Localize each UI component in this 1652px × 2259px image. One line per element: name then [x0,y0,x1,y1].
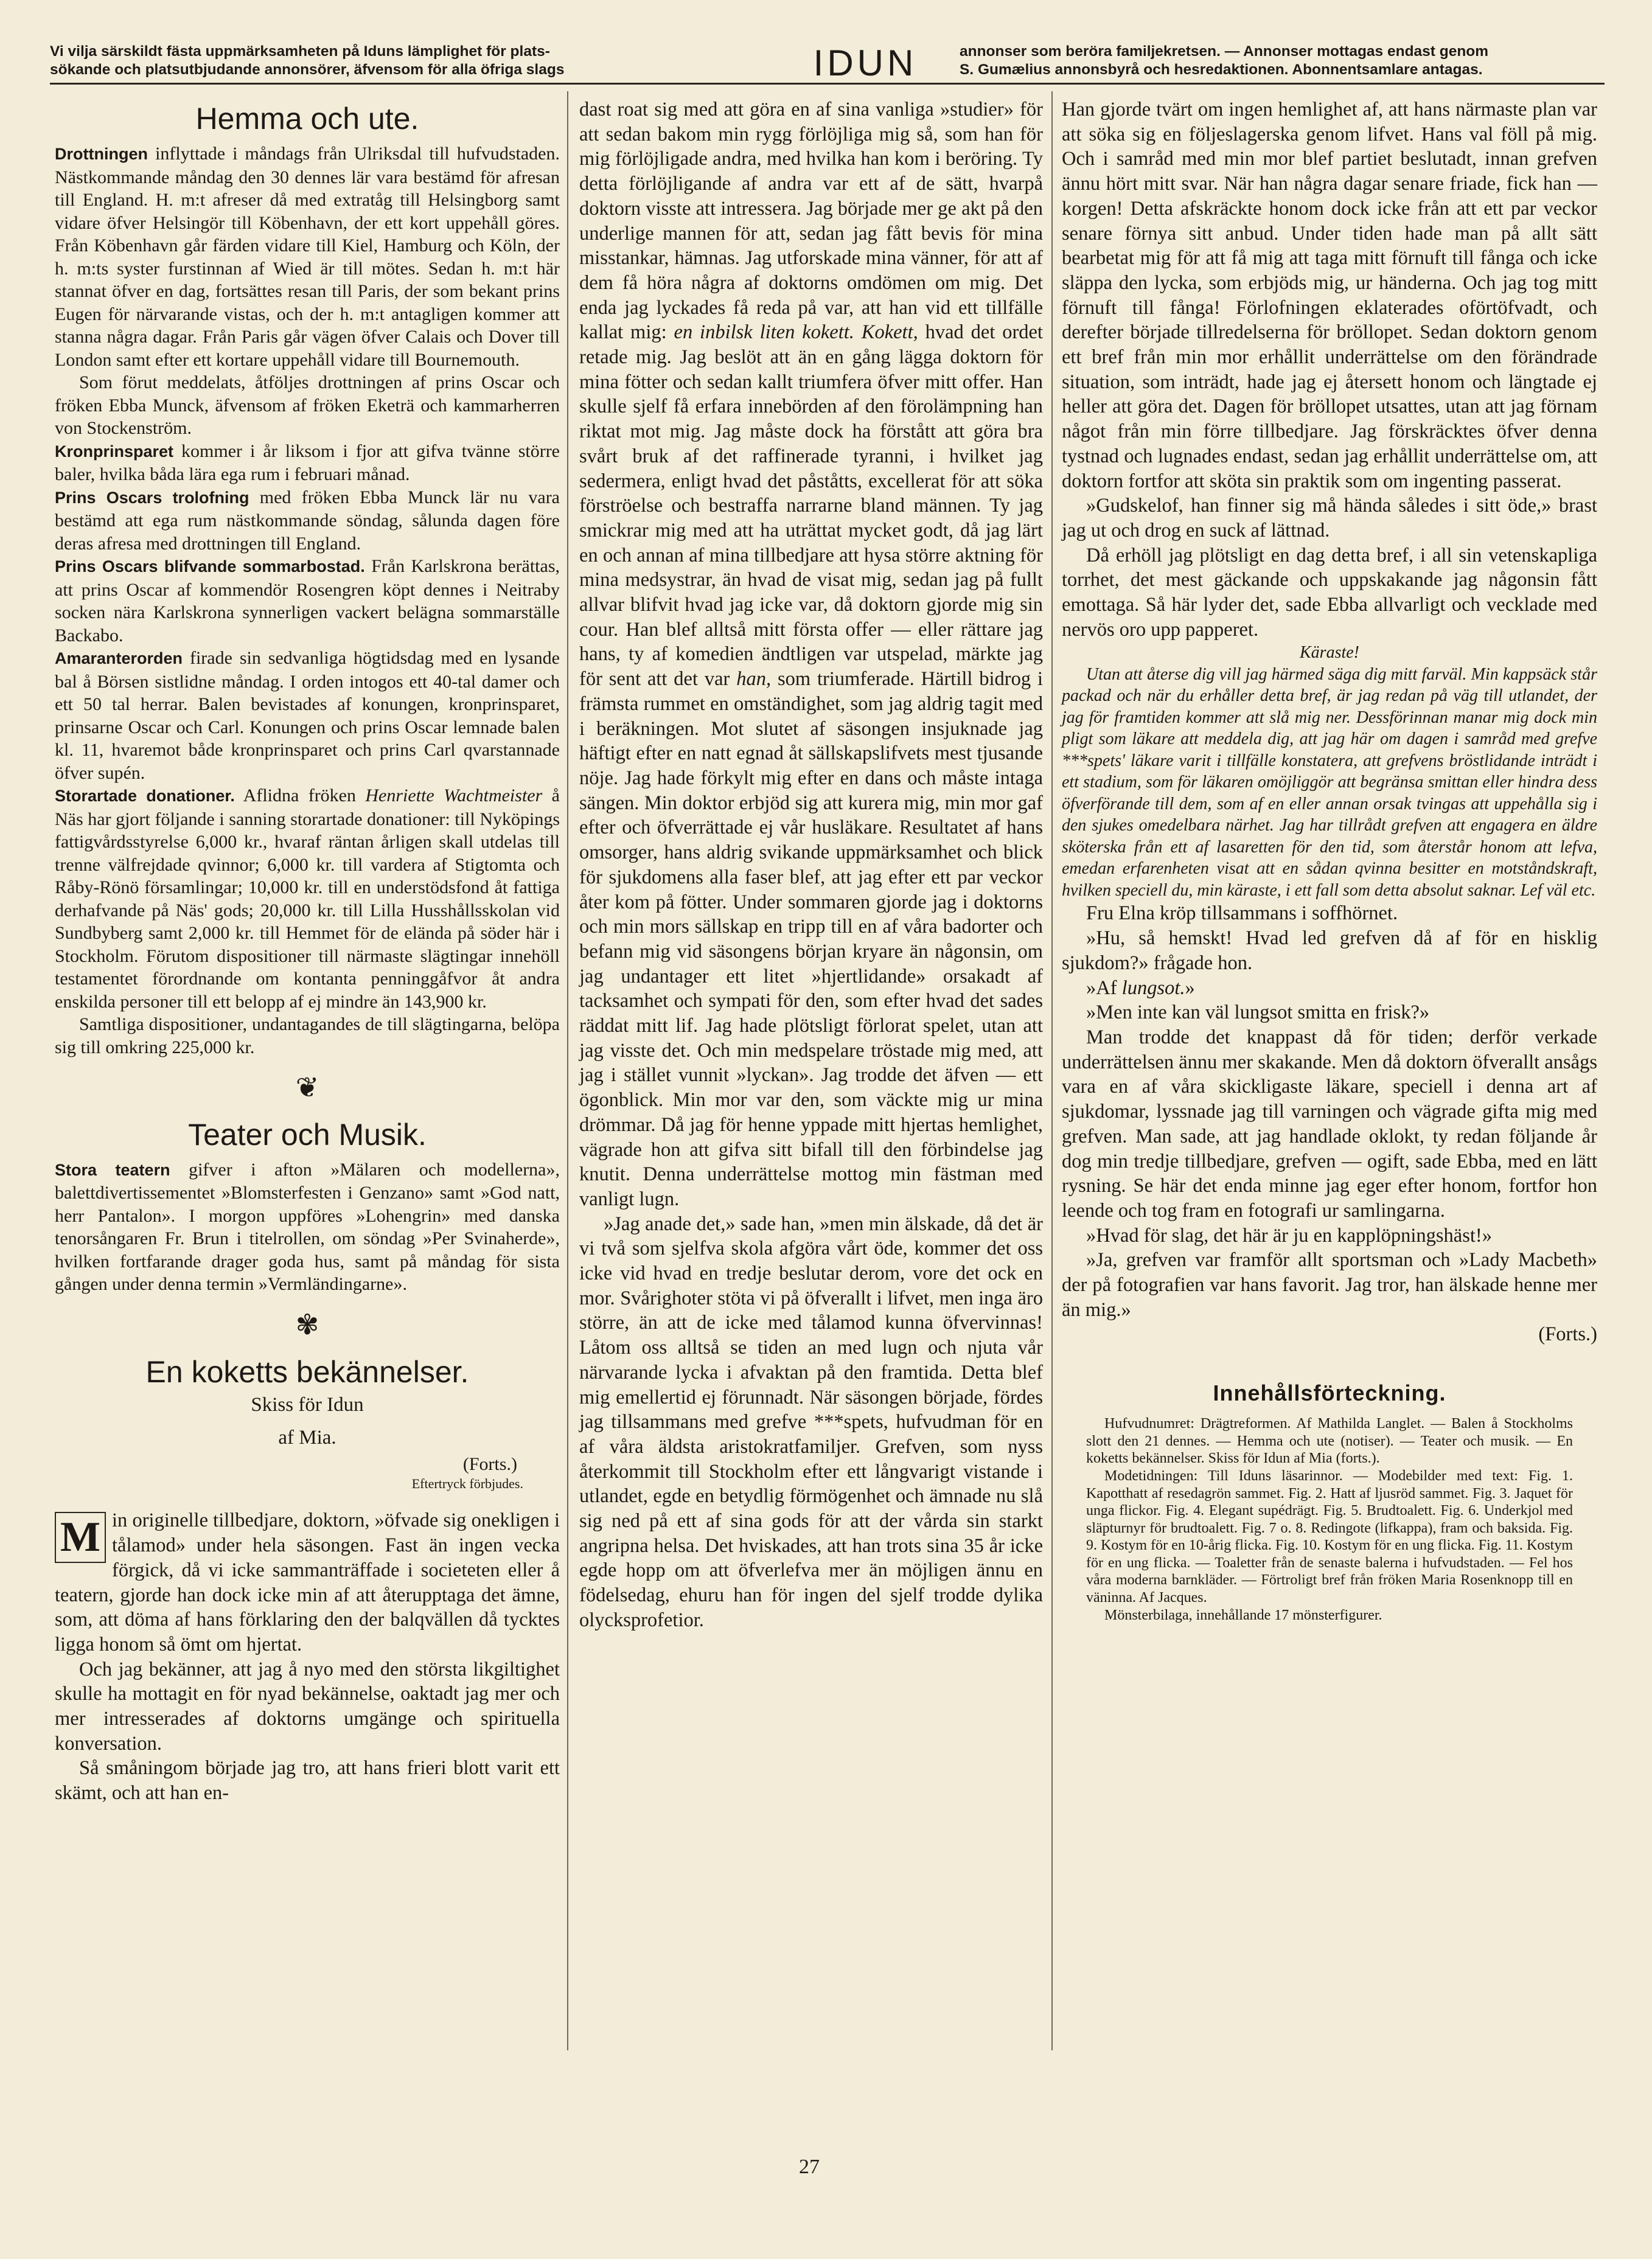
notice-text: inflyttade i måndags från Ulriksdal till hufvudstaden. Nästkommande måndag den 30 dennes lär vara bestämd för afresan till England. H. m:t afreser då med extratåg till Helsingborg samt vidare öfver Helsingör till Köbenhavn, der ett kort uppehåll göres. Från Köbenhavn går färden vidare till Kiel, Hamburg och Köln, der h. m:ts syster furstinnan af Wied är till mötes. Sedan h. m:t här stannat öfver en dag, fortsättes resan till Paris, der som bekant prins Eugen för närvarande vistas, och der h. m:t antagligen kommer att stanna några dagar. Från Paris går vägen öfver Calais och Dover till London samt efter ett kortare uppehåll vidare till Bournemouth. [55,144,560,370]
masthead-title: IDUN [813,43,918,83]
contents-heading: Innehållsförteckning. [1213,1380,1446,1406]
notice-trolofning [55,486,560,555]
story-title: En koketts bekännelser. [145,1355,469,1390]
drop-cap: M [55,1512,106,1563]
notice-name: Henriette Wachtmeister [365,785,543,806]
story-paragraph [55,1508,560,1657]
contents-main: Hufvudnumret: Drägtreformen. Af Mathilda Langlet. — Balen å Stockholms slott den 21 dennes. — Hemma och ute (notiser). — Teater och musik. — En koketts bekännelser. Skiss för Idun af Mia (forts.). [1086,1416,1573,1467]
story-paragraph: »Gudskelof, han finner sig må hända således i sitt öde,» brast jag ut och drog en suck af lättnad. [1062,495,1597,541]
story-paragraph: Han gjorde tvärt om ingen hemlighet af, att hans närmaste plan var att söka sig en följeslagerska genom lifvet. Hans val föll på mig. Och i samråd med min mor blef partiet beslutadt, innan grefven ännu hört mitt svar. När han några dagar senare friade, fick han — korgen! Detta afskräckte honom dock icke från att ett par veckor senare förnya sitt anbud. Under tiden hade man på allt sätt bearbetat mig för att få mig att taga mitt förnuft till fånga och icke släppa den lycka, som erbjöds mig, ur händerna. Och jag tog mitt förnuft till fånga! Förlofningen eklaterades oförtöfvadt, och derefter började tillredelserna för bröllopet. Sedan doktorn genom ett bref från min mor erhållit underrättelse om den förändrade situation, som inträdt, hade jag ej återsett honom och längtade ej heller att göra det. Dagen för bröllopet utsattes, utan att jag förnam något från min förre tillbedjare. Jag förskräcktes öfver denna tystnad och lugnades endast, sedan jag erhållit underrättelse om, att doktorn fortfor att sköta sin praktik som om ingenting passerat. [1062,99,1597,492]
story-italic: en inbilsk liten kokett. Kokett, [674,321,918,344]
story-paragraph: Man trodde det knappast då för tiden; derför verkade underrättelsen ännu mer skakande. Men då doktorn öfverallt ansågs vara en af våra skickligaste läkare, speciell i denna art af sjukdomar, lyssnade jag till varningen och vägrade gifta mig med grefven. Man sade, att jag handlade oklokt, ty redan följande år dog min tredje tillbedjare, grefven — ogift, sade Ebba, med en lätt rysning. Se här det enda minne jag eger efter honom, fortfor hon leende och tog fram en fotografi ur samlingarna. [1062,1026,1597,1222]
story-paragraph: »Hvad för slag, det här är ju en kapplöpningshäst!» [1086,1224,1492,1247]
notice-donationer [55,784,560,1013]
story-text: som triumferade. Härtill bidrog i främsta rummet en omständighet, som jag aldrig tagit med i beräkningen. Mot slutet af säsongen insjuknade jag häftigt efter en natt egnad åt sällskapslifvets mest tjusande nöje. Jag hade förkylt mig efter en dans och måste intaga sängen. Min doktor erbjöd sig att kurera mig, min mor gaf efter och öfverrättade ej vår husläkare. Resultatet af hans omsorger, hans aldrig svikande uppmärksamhet och blick för sjukdomens alla faser blef, att jag efter ett par veckor åter kom på fötter. Under sommaren gjorde jag i doktorns och min mors sällskap en tripp till en af våra badorter och befann mig vid säsongens början kryare än någonsin, om jag undantager ett litet »hjertlidande» orsakadt af tacksamhet och sympati för den, som efter hvad det sades räddat mitt lif. Jag hade plötsligt förlorat spelet, utan att jag visste det. Och min medspelare tröstade mig med, att jag i stället vunnit »lyckan». Jag trodde det äfven — ett ögonblick. Min mor var den, som väckte mig ur mina drömmar. Då jag för henne yppade mitt hjertas hemlighet, vägrade hon att gifva sitt bifall till den förbindelse jag knutit. Denna underrättelse mottog min fästman med vanligt lugn. [579,668,1044,1210]
header-left-line-2: sökande och platsutbjudande annonsörer, äfvensom för alla öfriga slags [50,61,565,78]
section-heading-teater: Teater och Musik. [188,1117,427,1152]
story-paragraph: Och jag bekänner, att jag å nyo med den största likgiltighet skulle ha mottagit en för nyad bekännelse, oaktadt jag mer och mer intresserades af doktorns umgänge och spirituella konversation. [55,1658,560,1755]
ornament-divider [55,1072,560,1104]
news-notices [55,142,560,1059]
story-paragraph: »Hu, så hemskt! Hvad led grefven då af för en hisklig sjukdom?» frågade hon. [1062,927,1597,974]
story-paragraph: »Ja, grefven var framför allt sportsman och »Lady Macbeth» der på fotografien var hans favorit. Jag tror, han älskade henne mer än mig.» [1062,1249,1597,1321]
notice-amaranterorden [55,647,560,784]
header-right-line-2: S. Gumælius annonsbyrå och hesredaktionen. Abonnentsamlare antagas. [960,61,1483,78]
notice-sommarbostad [55,555,560,647]
section-heading-hemma: Hemma och ute. [195,102,419,136]
theatre-notices [55,1158,560,1296]
story-paragraph: »Men inte kan väl lungsot smitta en frisk?» [1086,1001,1430,1024]
contents-list [1062,1415,1597,1624]
column-rule-2 [1051,91,1053,2050]
notice-lead: Storartade donationer. [55,787,235,805]
notice-text: gifver i afton »Mälaren och modellerna», balettdivertissementet »Blomsterfesten i Genzano» samt »God natt, herr Pantalon». I morgon uppföres »Lohengrin» med danska tenorsångaren Fr. Brun i titelrollen, om söndag »Per Svinaherde», hvilken fortfarande drager goda hus, samt på måndag för sista gången under denna termin »Vermländingarne». [55,1159,560,1295]
notice-lead: Prins Oscars blifvande sommarbostad. [55,557,365,576]
story-paragraph: Fru Elna kröp tillsammans i soffhörnet. [1086,902,1398,925]
notice-text: firade sin sedvanliga högtidsdag med en lysande bal å Börsen sistlidne måndag. I orden intogos ett 40-tal damer och ett 50 tal herrar. Balen bevistades af konungen, kronprinsparet, prinsarne Oscar och Carl. Konungen och prins Oscar lemnade balen kl. 11, hvaremot både kronprinsparet och prins Carl qvarstannade öfver supén. [55,648,560,783]
header-ad-notice-right [960,43,1605,79]
copyright-note: Eftertryck förbjudes. [411,1476,523,1492]
notice-paragraph: Som förut meddelats, åtföljes drottningen af prins Oscar och fröken Ebba Munck, äfvensom af fröken Eketrä och kammarherren von Stockenström. [55,372,560,438]
ornament-divider [55,1309,560,1341]
story-paragraph: Då erhöll jag plötsligt en dag detta bref, i all sin vetenskapliga torrhet, det mest gäckande och uppskakande jag någonsin fått emottaga. Så här lyder det, sade Ebba allvarligt och vecklade med nervös oro upp papperet. [1062,544,1597,641]
story-paragraph [579,97,1043,1212]
story-subtitle: Skiss för Idun [251,1394,364,1416]
notice-lead: Kronprinsparet [55,442,174,461]
notice-lead: Drottningen [55,145,148,163]
story-text: » [1185,976,1195,999]
notice-text: med fröken Ebba Munck lär nu vara bestämd att ega rum nästkommande söndag, sålunda dagen före deras afresa med drottningen till England. [55,487,560,554]
notice-paragraph: Samtliga dispositioner, undantagandes de till slägtingarna, belöpa sig till omkring 225,000 kr. [55,1014,560,1057]
contents-pattern: Mönsterbilaga, innehållande 17 mönsterfigurer. [1104,1607,1382,1623]
header-left-line-1: Vi vilja särskildt fästa uppmärksamheten på Iduns lämplighet för plats- [50,43,550,60]
story-paragraph [1062,976,1597,1001]
story-text: in originelle tillbedjare, doktorn, »öfvade sig onekligen i tålamod» under hela säsongen. Fast än ingen vecka förgick, då vi icke sammanträffade i societeten eller å teatern, gjorde han dock icke min af att återupptaga det ämne, som, att döma af hans förklaring den der balqvällen då tycktes ligga honom så ömt om hjertat. [55,1509,560,1655]
notice-stora-teatern [55,1158,560,1296]
notice-text: å Näs har gjort följande i sanning storartade donationer: till Nyköpings fattigvårdsstyrelse 6,000 kr., hvaraf räntan årligen skall utdelas till trenne välfrejdade qvinnor; 6,000 kr. till vardera af Stigtomta och Råby-Rönö församlingar; 10,000 kr. till en understödsfond åt fattiga derhafvande på Näs' gods; 20,000 kr. till Lilla Husshållsskolan vid Sundbyberg samt 2,000 kr. till Hemmet för de elända på söder här i Stockholm. Förutom dispositioner till närmaste slägtingar innehöll testamentet förordnande om kontanta penninggåfvor åt andra enskilda personer till ett belopp af ej mindre än 143,900 kr. [55,785,560,1012]
story-paragraph: »Jag anade det,» sade han, »men min älskade, då det är vi två som sjelfva skola afgöra vårt öde, kommer det oss icke vid hvad en tredje beslutar derom, vore det ock en mor. Svårighoter stöta vi på öfverallt i lifvet, men inga äro större, än att de icke med tålamod kunna öfvervinnas! Låtom oss alltså se tiden an med lugn och njuta vår närvarande lycka i afvaktan på den framtida. Detta blef mig emellertid ej förunnadt. När säsongen började, fördes jag tillsammans med grefve ***spets, hufvudman för en af våra äldsta aristokratfamiljer. Grefven, som nyss återkommit till Stockholm efter ett långvarigt vistande i utlandet, egde en betydlig förmögenhet och ämnade nu slå sig ned på ett af sina gods för att der vårda sin starkt angripna helsa. Det hviskades, att han trots sina 35 år icke egde hopp om att öfverlefva mer än möjligen ännu en födelsedag, ehuru han för ingen del sjelf trodde dylika olycksprofetior. [579,1213,1043,1631]
column-1 [55,97,560,1806]
story-author: af Mia. [278,1427,336,1449]
column-rule-1 [567,91,568,2050]
page-number: 27 [799,2156,820,2178]
header-right-line-1: annonser som beröra familjekretsen. — Annonser mottagas endast genom [960,43,1489,60]
notice-text: Från Karlskrona berättas, att prins Oscar af kommendör Rosengren köpt dennes i Neitraby socken nära Karlskrona synnerligen vackert belägna sommarställe Backabo. [55,556,560,646]
story-paragraph: Så småningom började jag tro, att hans frieri blott varit ett skämt, och att han en- [55,1757,560,1805]
contents-fashion: Modetidningen: Till Iduns läsarinnor. — Modebilder med text: Fig. 1. Kapotthatt af resedagrön sammet. Fig. 2. Hatt af ljusröd sammet. Fig. 3. Jaquet för unga flickor. Fig. 4. Elegant supédrägt. Fig. 5. Brudtoalett. Fig. 6. Underkjol med släpturnyr för brudtoalett. Fig. 7 o. 8. Redingote (lifkappa), fram och baksida. Fig. 9. Kostym för en 10-årig flicka. Fig. 10. Kostym för en ung flicka. Fig. 11. Kostym för en ung flicka. — Toaletter från de senaste balerna i hufvudstaden. — Fel hos våra moderna barnkläder. — Förtroligt bref från fröken Maria Rosenknopp till en väninna. Af Jacques. [1086,1467,1573,1606]
notice-drottningen [55,142,560,371]
notice-lead: Amaranterorden [55,649,183,667]
notice-text: kommer i år liksom i fjor att gifva tvänne större baler, hvilka båda lära ega rum i februari månad. [55,440,560,484]
story-text: »Af [1086,976,1122,999]
letter-salutation: Käraste! [1300,643,1359,663]
notice-kronprinsparet [55,440,560,486]
fleuron-icon: ✾ [295,1307,319,1341]
notice-lead: Stora teatern [55,1160,170,1179]
notice-lead: Prins Oscars trolofning [55,488,249,507]
story-continued-label: (Forts.) [1538,1323,1597,1346]
letter-body: Utan att återse dig vill jag härmed säga dig mitt farväl. Min kappsäck står packad och när du erhåller detta bref, är jag redan på väg till utlandet, der jag för framtiden kommer att slå mig ner. Dessförinnan manar mig dock min pligt som läkare att meddela dig, att jag här om dagen i samråd med grefve ***spets' läkare varit i tillfälle konstatera, att grefvens bröstlidande inträdt i ett stadium, som för läkaren omöjliggör att begränsa smittan eller hindra dess öfverförande till dem, som af en eller annan orsak tvingas att uppehålla sig i den sjukes omedelbara närhet. Jag har tillrådt grefven att engagera en äldre sköterska från ett af lasaretten för den tid, som återstår honom att lefva, emedan erfarenheten visat att en sådan qvinna besitter en motståndskraft, hvilken speciell du, min käraste, i ett fall som detta absolut saknar. Lef väl etc. [1062,664,1597,900]
page-header [50,37,1605,85]
story-text: hvad det ordet retade mig. Jag beslöt att än en gång lägga doktorn för mina fötter och sedan kallt triumfera öfver mitt offer. Han skulle sjelf få erfara innebörden af den förolämpning han riktat mot mig. Jag måste dock ha förstått att göra bra svårt bruk af det raffinerade tyranni, i hvilket jag sedermera, enligt hvad det påståtts, excellerat för att söka förströelse och bestraffa narrarne bland männen. Ty jag smickrar mig med att ha uträttat mycket godt, då jag lärt en och annan af mina tillbedjare att hysa större aktning för mina medsystrar, än hvad de visat mig, sedan jag på fullt allvar blifvit hvad jag icke var, då doktorn gjorde mig sin cour. Han blef alltså mitt första offer — eller rättare jag hans, ty af komedien ändtligen var utspelad, märkte jag för sent att det var [579,321,1043,691]
story-italic: lungsot. [1121,976,1185,999]
header-ad-notice-left [50,43,768,79]
story-italic: han, [736,668,772,691]
column-3 [1062,97,1597,1624]
story-text: dast roat sig med att göra en af sina vanliga »studier» för att sedan bakom min rygg förlöjliga mig så, som han för mig förlöjligade andra, med hvilka han kom i beröring. Ty detta förlöjligande af andra var ett af de sätt, hvarpå doktorn visste att intressera. Jag började mer ge akt på den underlige mannen för att, sedan jag fått bevis för mina misstankar, hämnas. Jag utforskade mina vänner, för att af dem få höra några af doktorns omdömen om mig. Det enda jag lyckades få reda på var, att han vid ett tillfälle kallat mig: [579,99,1043,344]
story-continued-label: (Forts.) [462,1454,517,1475]
fleuron-icon: ❦ [295,1071,319,1104]
column-2 [579,97,1043,1633]
notice-text: Aflidna fröken [234,785,366,806]
